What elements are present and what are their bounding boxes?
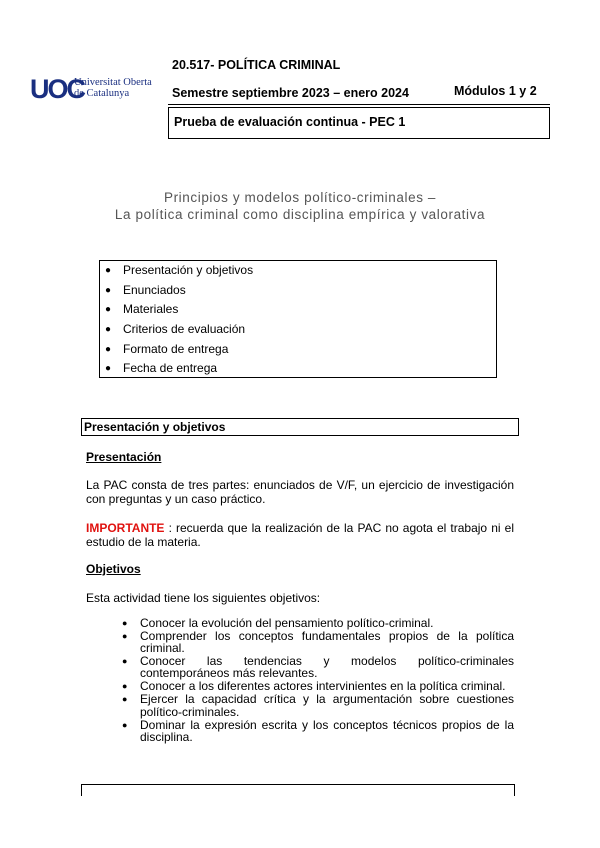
bullet-icon: ● <box>122 618 128 628</box>
important-note <box>86 521 514 549</box>
bullet-icon: ● <box>105 324 112 336</box>
section-header: Presentación y objetivos <box>84 420 226 434</box>
list-item <box>122 617 514 629</box>
important-label: IMPORTANTE <box>86 521 165 535</box>
bullet-icon: ● <box>122 719 128 730</box>
objectives-list <box>122 617 514 744</box>
pec-box <box>168 107 550 139</box>
toc-item <box>100 261 496 281</box>
presentacion-text: La PAC consta de tres partes: enunciados de V/F, un ejercicio de investigación con preguntas y un caso práctico. <box>86 478 514 506</box>
bullet-icon: ● <box>122 694 128 705</box>
bottom-box-left <box>81 784 82 796</box>
logo-line-1: Universitat Oberta <box>74 77 152 88</box>
toc-item <box>100 359 496 379</box>
document-title-line-2: La política criminal como disciplina empírica y valorativa <box>114 207 486 222</box>
list-item <box>122 680 514 692</box>
important-text: : recuerda que la realización de la PAC no agota el trabajo ni el estudio de la materia. <box>86 521 514 549</box>
toc-item-label: Fecha de entrega <box>123 361 218 376</box>
bullet-icon: ● <box>105 363 112 375</box>
objetivos-heading: Objetivos <box>86 562 141 576</box>
presentacion-heading: Presentación <box>86 450 162 464</box>
toc-item-label: Presentación y objetivos <box>123 263 254 277</box>
objetivos-intro: Esta actividad tiene los siguientes objetivos: <box>86 591 321 605</box>
logo-mark: UOC <box>30 74 84 104</box>
bullet-icon: ● <box>122 631 128 641</box>
bullet-icon: ● <box>105 284 112 296</box>
toc-item <box>100 320 496 340</box>
objective-text: Conocer la evolución del pensamiento político-criminal. <box>140 616 434 630</box>
toc-item-label: Materiales <box>123 302 179 317</box>
objective-text: Ejercer la capacidad crítica y la argumentación sobre cuestiones político-criminales. <box>140 692 514 719</box>
course-title: 20.517- POLÍTICA CRIMINAL <box>172 58 341 72</box>
list-item <box>122 719 514 743</box>
toc-item <box>100 281 496 301</box>
document-title-line-1: Principios y modelos político-criminales – <box>163 190 437 205</box>
list-item <box>122 655 514 679</box>
bullet-icon: ● <box>105 265 112 276</box>
bullet-icon: ● <box>122 681 128 692</box>
toc-item-label: Criterios de evaluación <box>123 322 246 337</box>
bullet-icon: ● <box>122 656 128 667</box>
section-header-box <box>81 418 519 436</box>
semester: Semestre septiembre 2023 – enero 2024 <box>172 86 409 100</box>
list-item <box>122 693 514 717</box>
logo-text <box>74 77 152 99</box>
header-divider <box>168 104 550 105</box>
list-item <box>122 630 514 654</box>
toc-item <box>100 340 496 360</box>
bullet-icon: ● <box>105 304 112 316</box>
uoc-logo <box>30 74 160 114</box>
objective-text: Conocer a los diferentes actores intervinientes en la política criminal. <box>140 679 506 694</box>
table-of-contents <box>99 260 497 378</box>
objective-text: Conocer las tendencias y modelos político-criminales contemporáneos más relevantes. <box>140 654 514 681</box>
bottom-box-top <box>81 784 515 785</box>
toc-item-label: Formato de entrega <box>123 341 229 356</box>
bullet-icon: ● <box>105 343 112 355</box>
bottom-box-right <box>514 784 515 796</box>
modules: Módulos 1 y 2 <box>454 84 537 98</box>
toc-item <box>100 300 496 320</box>
objective-text: Comprender los conceptos fundamentales propios de la política criminal. <box>140 629 514 656</box>
logo-line-2: de Catalunya <box>74 88 130 99</box>
objective-text: Dominar la expresión escrita y los conceptos técnicos propios de la disciplina. <box>140 717 514 744</box>
toc-item-label: Enunciados <box>123 282 186 297</box>
pec-title: Prueba de evaluación continua - PEC 1 <box>174 115 406 129</box>
